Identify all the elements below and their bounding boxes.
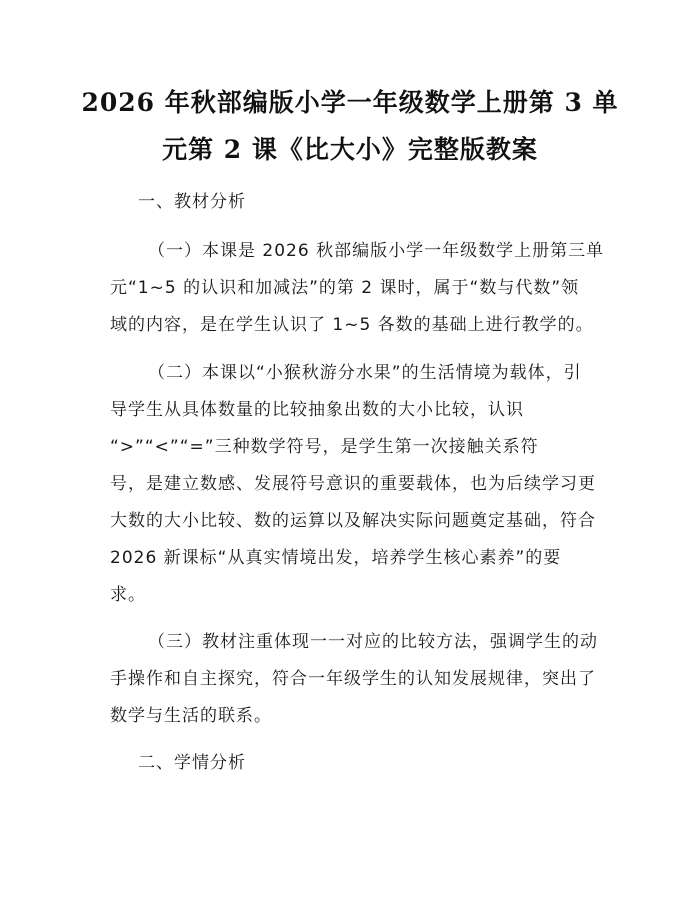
- paragraph-1-line-3: 域的内容，是在学生认识了 1~5 各数的基础上进行教学的。: [110, 315, 594, 335]
- paragraph-2-line-2: 导学生从具体数量的比较抽象出数的大小比较，认识: [110, 400, 524, 420]
- paragraph-3-line-1: （三）教材注重体现一一对应的比较方法，强调学生的动: [148, 632, 598, 652]
- paragraph-2-line-1: （二）本课以“小猴秋游分水果”的生活情境为载体，引: [148, 363, 582, 383]
- paragraph-2-line-4: 号，是建立数感、发展符号意识的重要载体，也为后续学习更: [110, 474, 596, 494]
- section-heading-textbook-analysis: 一、教材分析: [138, 192, 246, 212]
- paragraph-3-line-2: 手操作和自主探究，符合一年级学生的认知发展规律，突出了: [110, 669, 596, 689]
- paragraph-3-line-3: 数学与生活的联系。: [110, 706, 272, 726]
- paragraph-1-line-1: （一）本课是 2026 秋部编版小学一年级数学上册第三单: [148, 241, 605, 261]
- document-title-line-2: 元第 2 课《比大小》完整版教案: [162, 135, 538, 164]
- paragraph-2-line-3: “>”“<”“=”三种数学符号，是学生第一次接触关系符: [110, 437, 539, 457]
- document-title-line-1: 2026 年秋部编版小学一年级数学上册第 3 单: [81, 88, 619, 117]
- paragraph-1-line-2: 元“1~5 的认识和加减法”的第 2 课时，属于“数与代数”领: [110, 278, 580, 298]
- section-heading-learning-analysis: 二、学情分析: [138, 753, 246, 773]
- paragraph-2-line-5: 大数的大小比较、数的运算以及解决实际问题奠定基础，符合: [110, 511, 596, 531]
- paragraph-2-line-7: 求。: [110, 585, 146, 605]
- paragraph-2-line-6: 2026 新课标“从真实情境出发，培养学生核心素养”的要: [110, 548, 562, 568]
